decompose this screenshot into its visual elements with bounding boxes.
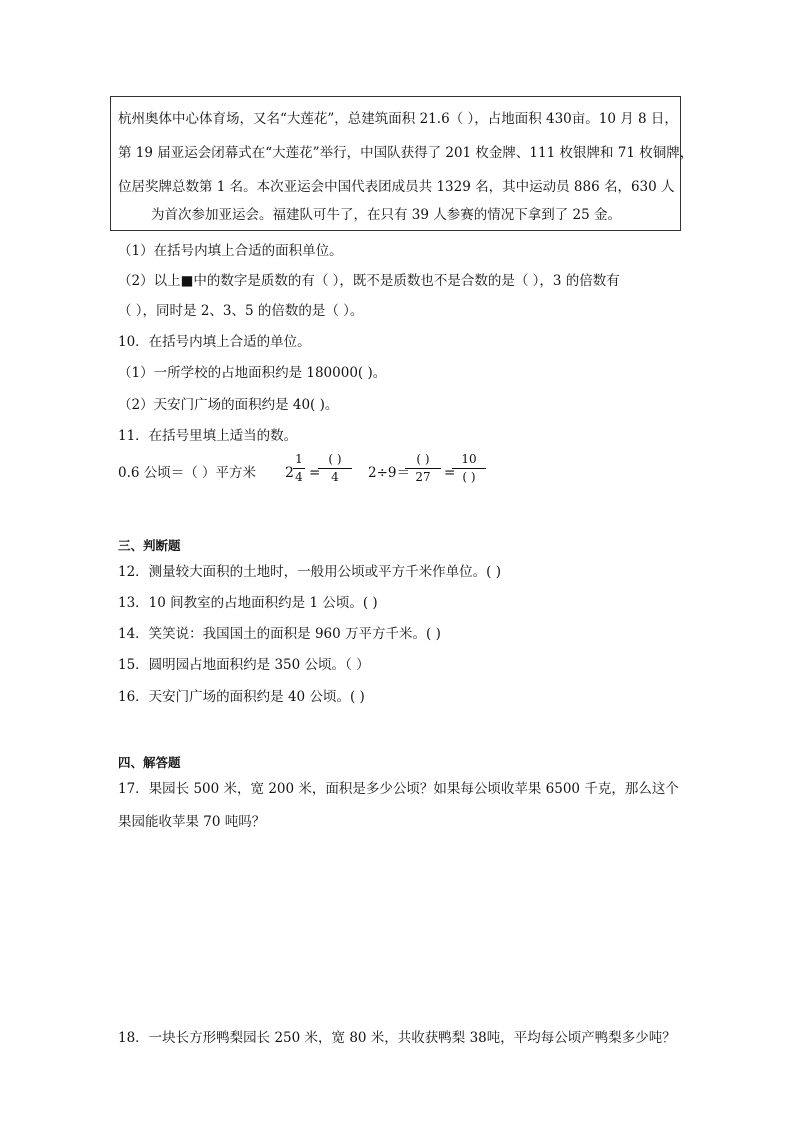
fraction-bar	[452, 468, 486, 469]
q10-sub2: （2）天安门广场的面积约是 40( )。	[118, 397, 339, 413]
q11-equals-2: =	[444, 465, 456, 481]
q11-fraction-4	[452, 452, 486, 485]
q13: 13．10 间教室的占地面积约是 1 公顷。( )	[118, 595, 378, 611]
passage-line-1: 杭州奥体中心体育场，又名“大莲花”，总建筑面积 21.6（ ），占地面积 430亩。10 月 8 日，	[118, 111, 678, 127]
q9-sub2-line1: （2）以上■中的数字是质数的有（ ），既不是质数也不是合数的是（ ），3 的倍数有	[118, 273, 620, 289]
q11-fraction-2-denominator: 4	[331, 470, 339, 484]
q11-fraction-2-numerator: ( )	[328, 452, 342, 466]
q17-line2: 果园能收苹果 70 吨吗？	[118, 814, 266, 830]
q11-fraction-3-denominator: 27	[415, 470, 431, 484]
q11-equals-1: =	[309, 465, 321, 481]
passage-line-3: 位居奖牌总数第 1 名。本次亚运会中国代表团成员共 1329 名，其中运动员 886 名，630 人	[118, 179, 675, 195]
q17-line1: 17．果园长 500 米，宽 200 米，面积是多少公顷？如果每公顷收苹果 6500 千克，那么这个	[118, 781, 679, 797]
passage-line-4: 为首次参加亚运会。福建队可牛了，在只有 39 人参赛的情况下拿到了 25 金。	[151, 207, 622, 223]
q9-sub1: （1）在括号内填上合适的面积单位。	[118, 243, 343, 259]
q12: 12．测量较大面积的土地时，一般用公顷或平方千米作单位。( )	[118, 564, 502, 580]
q11-mixed-denominator: 4	[295, 470, 303, 484]
q11-title: 11．在括号里填上适当的数。	[118, 428, 298, 444]
q11-fraction-2	[318, 452, 352, 485]
q10-title: 10．在括号内填上合适的单位。	[118, 334, 311, 350]
section-4-title: 四、解答题	[118, 755, 181, 770]
fraction-bar	[293, 468, 305, 469]
q10-sub1: （1）一所学校的占地面积约是 180000( )。	[118, 365, 387, 381]
q16: 16．天安门广场的面积约是 40 公顷。( )	[118, 689, 365, 705]
section-3-title: 三、判断题	[118, 538, 181, 553]
q11-fraction-4-denominator: ( )	[462, 470, 476, 484]
q11-mixed-whole: 2	[285, 465, 294, 481]
q14: 14．笑笑说：我国国土的面积是 960 万平方千米。( )	[118, 626, 441, 642]
passage-line-2: 第 19 届亚运会闭幕式在“大莲花”举行，中国队获得了 201 枚金牌、111 枚银牌和 71 枚铜牌，	[118, 145, 694, 161]
q11-division: 2÷9＝	[368, 465, 410, 481]
q11-mixed-fraction	[293, 452, 305, 485]
q11-mixed-numerator: 1	[295, 452, 303, 466]
fraction-bar	[318, 468, 352, 469]
q18: 18．一块长方形鸭梨园长 250 米，宽 80 米，共收获鸭梨 38吨，平均每公顷产鸭梨多少吨？	[118, 1030, 676, 1046]
q11-conversion: 0.6 公顷＝（ ）平方米	[118, 465, 257, 481]
q11-fraction-3	[405, 452, 441, 485]
q11-fraction-3-numerator: ( )	[416, 452, 430, 466]
q15: 15．圆明园占地面积约是 350 公顷。（ ）	[118, 657, 370, 673]
q9-sub2-line2: （ ），同时是 2、3、5 的倍数的是（ ）。	[118, 303, 364, 319]
q11-fraction-4-numerator: 10	[461, 452, 477, 466]
passage-box	[110, 96, 694, 231]
fraction-bar	[405, 468, 441, 469]
